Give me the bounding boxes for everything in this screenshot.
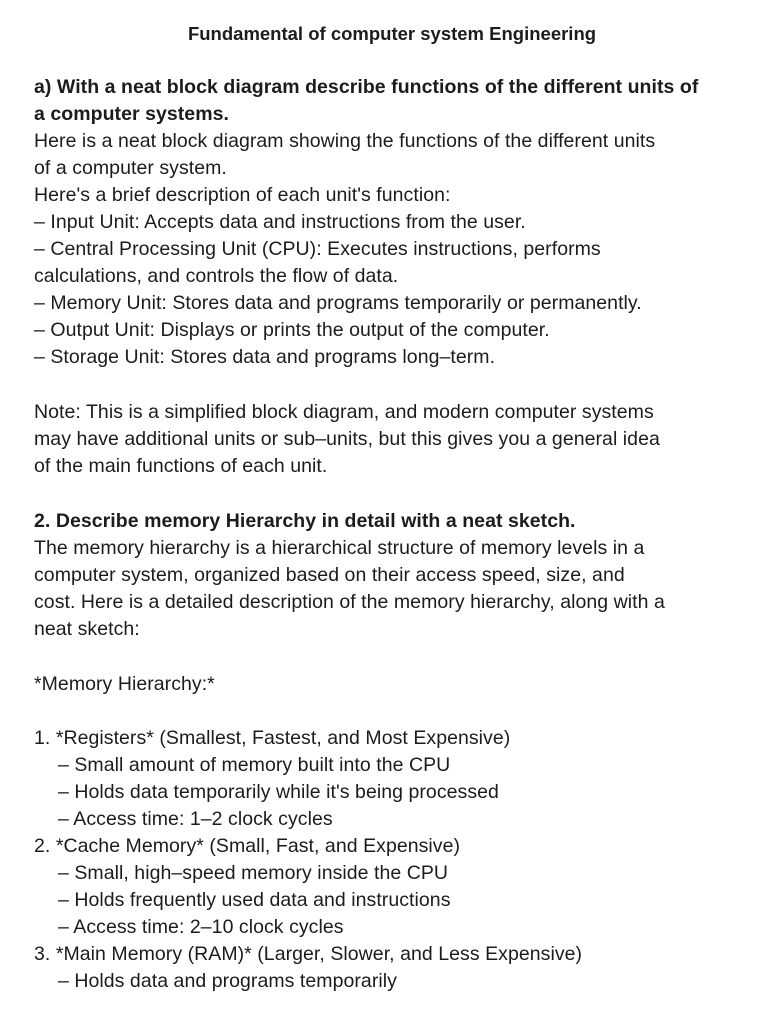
- memory-hierarchy-label: *Memory Hierarchy:*: [34, 673, 215, 695]
- list-item-point: – Holds data and programs temporarily: [58, 970, 397, 992]
- q1-intro-line-1: Here is a neat block diagram showing the functions of the different units: [34, 130, 656, 152]
- q1-intro-line-2: of a computer system.: [34, 157, 227, 179]
- q1-unit-input: – Input Unit: Accepts data and instructions from the user.: [34, 211, 526, 233]
- q2-intro-line-2: computer system, organized based on their access speed, size, and: [34, 564, 625, 586]
- list-item-ram-title: 3. *Main Memory (RAM)* (Larger, Slower, and Less Expensive): [34, 943, 583, 965]
- q1-note-line-1: Note: This is a simplified block diagram, and modern computer systems: [34, 401, 654, 423]
- q2-intro-line-1: The memory hierarchy is a hierarchical structure of memory levels in a: [34, 537, 645, 559]
- q2-intro-line-4: neat sketch:: [34, 618, 140, 640]
- q1-heading-line-1: a) With a neat block diagram describe functions of the different units of: [34, 76, 699, 98]
- q1-brief-line: Here's a brief description of each unit's function:: [34, 184, 451, 206]
- list-item-point: – Holds frequently used data and instructions: [58, 889, 451, 911]
- q1-note-line-2: may have additional units or sub–units, but this gives you a general idea: [34, 428, 660, 450]
- q1-unit-cpu-continued: calculations, and controls the flow of data.: [34, 265, 399, 287]
- list-item-point: – Access time: 1–2 clock cycles: [58, 808, 333, 830]
- list-item-cache-title: 2. *Cache Memory* (Small, Fast, and Expensive): [34, 835, 461, 857]
- list-item-registers-title: 1. *Registers* (Smallest, Fastest, and Most Expensive): [34, 727, 511, 749]
- q2-heading: 2. Describe memory Hierarchy in detail with a neat sketch.: [34, 510, 576, 532]
- q1-heading-line-2: a computer systems.: [34, 103, 229, 125]
- q1-note-line-3: of the main functions of each unit.: [34, 455, 328, 477]
- q1-unit-storage: – Storage Unit: Stores data and programs long–term.: [34, 346, 496, 368]
- q1-unit-memory: – Memory Unit: Stores data and programs temporarily or permanently.: [34, 292, 642, 314]
- q1-unit-output: – Output Unit: Displays or prints the output of the computer.: [34, 319, 550, 341]
- list-item-point: – Small amount of memory built into the CPU: [58, 754, 451, 776]
- q1-unit-cpu: – Central Processing Unit (CPU): Executes instructions, performs: [34, 238, 601, 260]
- list-item-point: – Holds data temporarily while it's being processed: [58, 781, 499, 803]
- list-item-point: – Access time: 2–10 clock cycles: [58, 916, 344, 938]
- list-item-point: – Small, high–speed memory inside the CPU: [58, 862, 449, 884]
- q2-intro-line-3: cost. Here is a detailed description of the memory hierarchy, along with a: [34, 591, 665, 613]
- document-title: Fundamental of computer system Engineering: [187, 23, 597, 44]
